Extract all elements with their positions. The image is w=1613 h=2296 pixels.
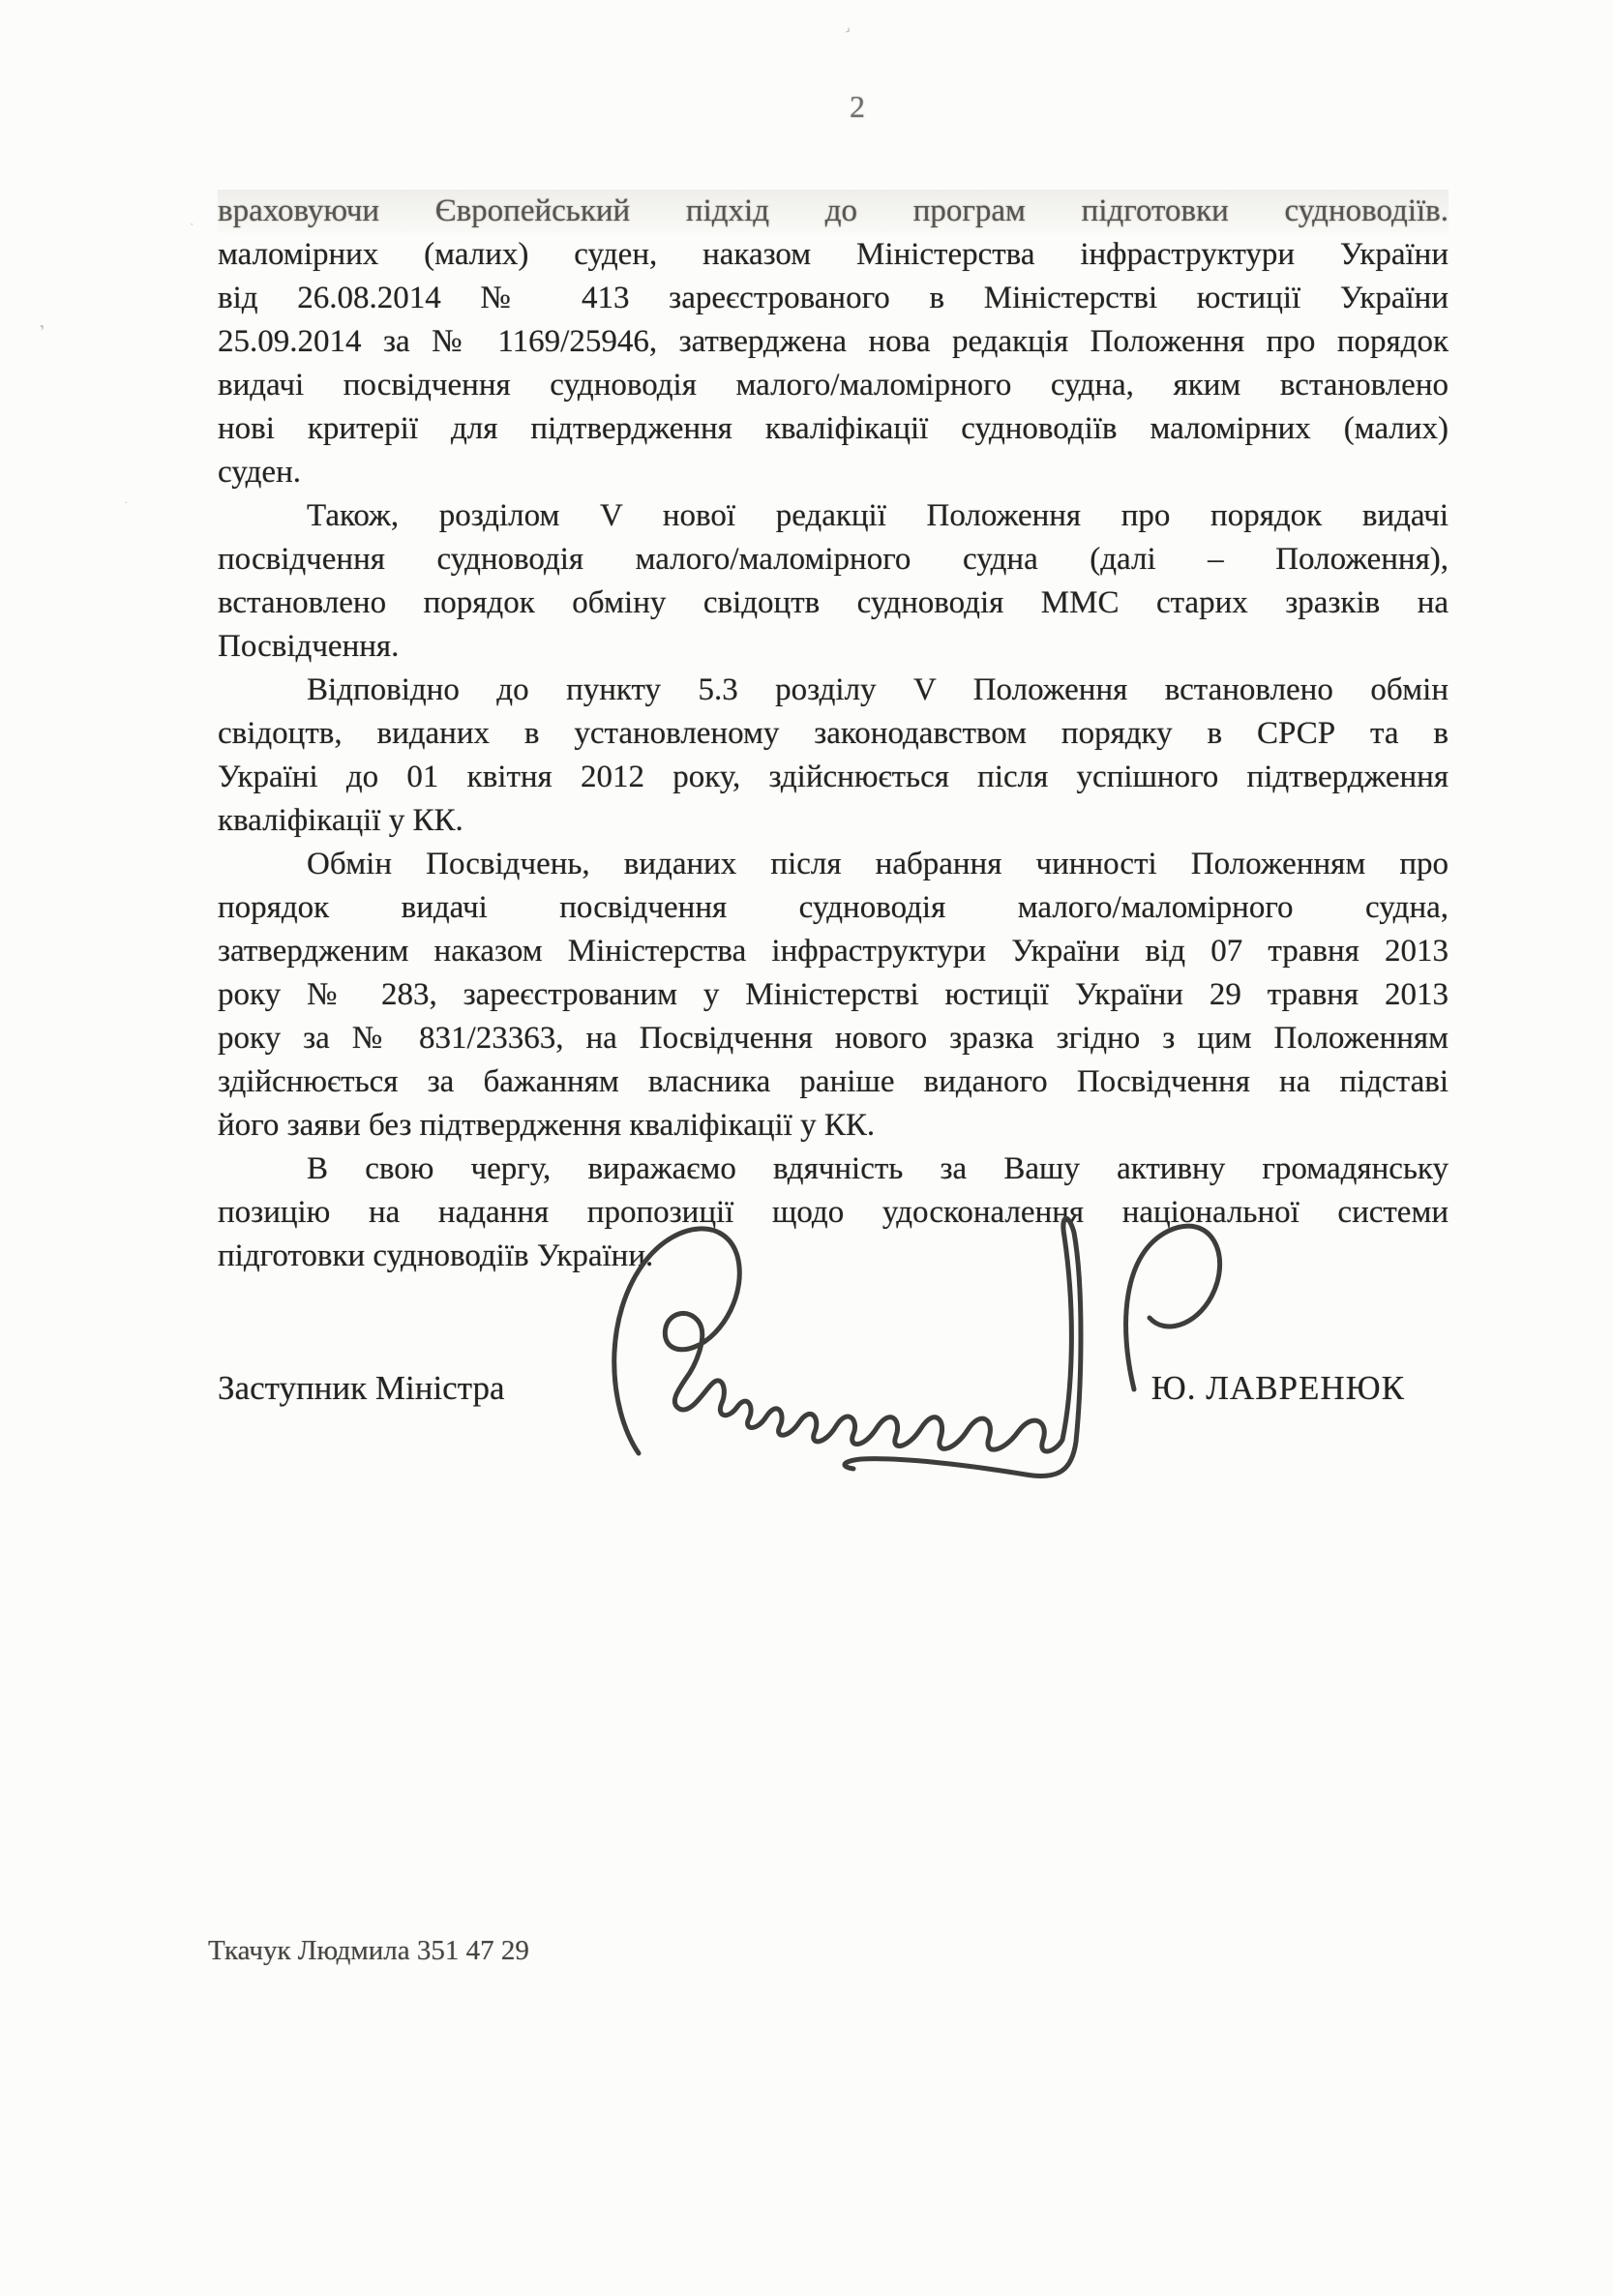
paragraph [218, 190, 1449, 494]
text-line: В свою чергу, виражаємо вдячність за Вашу активну громадянську [307, 1151, 1449, 1186]
text-line: року № 283, зареєстрованим у Міністерстві юстиції України 29 травня 2013 [218, 977, 1449, 1012]
text-line: затвердженим наказом Міністерства інфраструктури України від 07 травня 2013 [218, 934, 1449, 969]
text-line: свідоцтв, виданих в установленому законодавством порядку в СРСР та в [218, 716, 1449, 751]
text-line: нові критерії для підтвердження кваліфікації судноводіїв маломірних (малих) [218, 411, 1449, 446]
signature-row [218, 1369, 1449, 1408]
scan-speck: · [124, 495, 128, 509]
text-line: враховуючи Європейський підхід до програм підготовки судноводіїв. [218, 190, 1449, 233]
paragraph [218, 843, 1449, 1148]
text-line: здійснюється за бажанням власника раніше виданого Посвідчення на підставі [218, 1064, 1449, 1099]
text-line: маломірних (малих) суден, наказом Міністерства інфраструктури України [218, 237, 1449, 272]
text-line: позицію на надання пропозиції щодо удосконалення національної системи [218, 1195, 1449, 1230]
executor-contact: Ткачук Людмила 351 47 29 [208, 1935, 529, 1966]
scan-speck: ’ [37, 320, 51, 343]
text-line: суден. [218, 455, 301, 490]
scan-speck: › [842, 20, 855, 39]
letter-body [218, 190, 1449, 1278]
text-line: Обмін Посвідчень, виданих після набрання чинності Положенням про [307, 847, 1449, 881]
text-line: Відповідно до пункту 5.3 розділу V Положення встановлено обмін [307, 672, 1449, 707]
page-number: 2 [850, 89, 865, 124]
text-line: 25.09.2014 за № 1169/25946, затверджена нова редакція Положення про порядок [218, 324, 1449, 359]
text-line: посвідчення судноводія малого/маломірного судна (далі – Положення), [218, 542, 1449, 577]
paragraph [218, 1148, 1449, 1278]
text-line: його заяви без підтвердження кваліфікації у КК. [218, 1108, 876, 1143]
paragraph [218, 494, 1449, 669]
text-line: підготовки судноводіїв України. [218, 1238, 654, 1273]
text-line: Україні до 01 квітня 2012 року, здійснюється після успішного підтвердження [218, 760, 1449, 794]
scan-speck: · [190, 217, 194, 231]
text-line: від 26.08.2014 № 413 зареєстрованого в Міністерстві юстиції України [218, 281, 1449, 315]
text-line: порядок видачі посвідчення судноводія малого/маломірного судна, [218, 890, 1449, 925]
text-line: кваліфікації у КК. [218, 803, 463, 838]
signer-name: Ю. ЛАВРЕНЮК [1150, 1369, 1405, 1407]
text-line: Посвідчення. [218, 629, 400, 664]
text-line: видачі посвідчення судноводія малого/маломірного судна, яким встановлено [218, 368, 1449, 403]
text-line: року за № 831/23363, на Посвідчення нового зразка згідно з цим Положенням [218, 1021, 1449, 1056]
paragraph [218, 669, 1449, 843]
signer-title: Заступник Міністра [218, 1369, 505, 1407]
text-line: Також, розділом V нової редакції Положення про порядок видачі [307, 498, 1449, 533]
text-line: встановлено порядок обміну свідоцтв судноводія ММС старих зразків на [218, 585, 1449, 620]
